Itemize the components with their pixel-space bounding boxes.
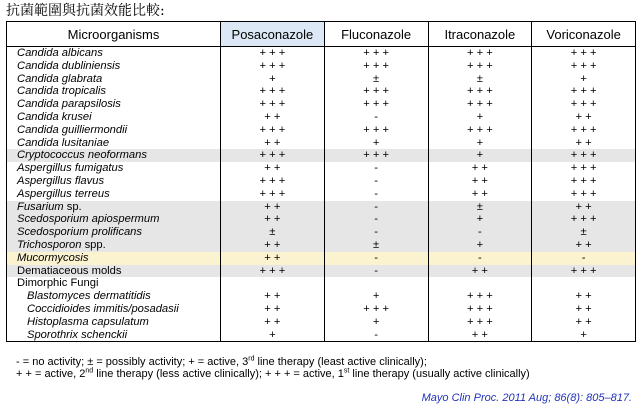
activity-cell: + xyxy=(428,111,532,124)
activity-cell: + + xyxy=(221,290,325,303)
legend xyxy=(16,356,530,380)
table-row xyxy=(7,316,636,329)
table-row xyxy=(7,162,636,175)
table-row xyxy=(7,60,636,73)
activity-cell: + + + xyxy=(532,98,636,111)
activity-cell: ± xyxy=(532,226,636,239)
activity-cell xyxy=(324,277,428,290)
activity-cell: + xyxy=(428,149,532,162)
activity-cell: - xyxy=(324,252,428,265)
activity-cell: - xyxy=(324,265,428,278)
organism-name: Candida albicans xyxy=(7,47,221,60)
page-title: 抗菌範圍與抗菌效能比較: xyxy=(6,3,165,19)
activity-cell: + xyxy=(532,329,636,342)
activity-cell: - xyxy=(324,188,428,201)
activity-cell: + + + xyxy=(324,303,428,316)
activity-cell: - xyxy=(324,175,428,188)
header-fluconazole: Fluconazole xyxy=(324,22,428,47)
activity-cell: - xyxy=(428,226,532,239)
activity-cell: + + xyxy=(221,252,325,265)
table-row xyxy=(7,175,636,188)
organism-name: Aspergillus flavus xyxy=(7,175,221,188)
activity-cell: + + + xyxy=(221,149,325,162)
organism-name: Dimorphic Fungi xyxy=(7,277,221,290)
activity-cell: + + xyxy=(532,137,636,150)
table-row xyxy=(7,85,636,98)
organism-name: Dematiaceous molds xyxy=(7,265,221,278)
activity-cell: + + xyxy=(428,265,532,278)
activity-cell: ± xyxy=(324,239,428,252)
activity-cell: + xyxy=(324,316,428,329)
activity-cell: + xyxy=(324,137,428,150)
activity-cell: - xyxy=(324,226,428,239)
activity-cell: + + + xyxy=(428,124,532,137)
activity-cell: - xyxy=(532,252,636,265)
table-row xyxy=(7,137,636,150)
activity-cell: + + + xyxy=(428,60,532,73)
antifungal-spectrum-table xyxy=(6,21,635,342)
activity-cell xyxy=(428,277,532,290)
activity-cell: + xyxy=(221,329,325,342)
activity-cell: + + xyxy=(221,303,325,316)
activity-cell: - xyxy=(324,213,428,226)
activity-cell: + + + xyxy=(324,60,428,73)
activity-cell: + + + xyxy=(324,85,428,98)
activity-cell: ± xyxy=(221,226,325,239)
activity-cell: + + + xyxy=(532,265,636,278)
activity-cell: + xyxy=(428,213,532,226)
activity-cell: + + xyxy=(532,201,636,214)
organism-name: Scedosporium prolificans xyxy=(7,226,221,239)
activity-cell: + + + xyxy=(221,98,325,111)
table-row xyxy=(7,277,636,290)
table-row xyxy=(7,226,636,239)
table-row xyxy=(7,239,636,252)
organism-name: Candida dubliniensis xyxy=(7,60,221,73)
organism-name: Histoplasma capsulatum xyxy=(7,316,221,329)
table-row xyxy=(7,329,636,342)
activity-cell: + + + xyxy=(532,85,636,98)
activity-cell: + + + xyxy=(428,303,532,316)
activity-cell: + + + xyxy=(532,149,636,162)
activity-cell: - xyxy=(324,329,428,342)
organism-name: Aspergillus terreus xyxy=(7,188,221,201)
activity-cell: ± xyxy=(428,201,532,214)
activity-cell: + xyxy=(221,73,325,86)
table-row xyxy=(7,265,636,278)
legend-line-1: - = no activity; ± = possibly activity; + = active, 3rd line therapy (least active clinically); xyxy=(16,355,427,368)
organism-name: Blastomyces dermatitidis xyxy=(7,290,221,303)
activity-cell: + + xyxy=(532,111,636,124)
activity-cell: + + + xyxy=(221,47,325,60)
table-row xyxy=(7,124,636,137)
table-row xyxy=(7,201,636,214)
activity-cell: + + xyxy=(221,201,325,214)
activity-cell: - xyxy=(324,162,428,175)
activity-cell: + + + xyxy=(324,149,428,162)
header-voriconazole: Voriconazole xyxy=(532,22,636,47)
activity-cell: + xyxy=(428,137,532,150)
activity-cell xyxy=(532,277,636,290)
activity-cell: + xyxy=(428,239,532,252)
activity-cell: + + xyxy=(428,162,532,175)
table-row xyxy=(7,290,636,303)
organism-name: Candida parapsilosis xyxy=(7,98,221,111)
activity-cell: + + xyxy=(532,316,636,329)
table-row xyxy=(7,73,636,86)
header-itraconazole: Itraconazole xyxy=(428,22,532,47)
activity-cell: + xyxy=(324,290,428,303)
organism-name: Candida tropicalis xyxy=(7,85,221,98)
activity-cell: + + xyxy=(221,316,325,329)
activity-cell xyxy=(221,277,325,290)
table-row xyxy=(7,252,636,265)
activity-cell: + + + xyxy=(428,85,532,98)
activity-cell: + + xyxy=(221,162,325,175)
table-row xyxy=(7,188,636,201)
activity-cell: + + xyxy=(428,329,532,342)
activity-cell: + + + xyxy=(221,60,325,73)
activity-cell: + + xyxy=(532,290,636,303)
organism-name: Cryptococcus neoformans xyxy=(7,149,221,162)
activity-cell: + + + xyxy=(428,316,532,329)
table-header-row xyxy=(7,22,636,47)
activity-cell: + + xyxy=(221,239,325,252)
activity-cell: + xyxy=(532,73,636,86)
header-posaconazole: Posaconazole xyxy=(221,22,325,47)
activity-cell: + + xyxy=(532,239,636,252)
table-row xyxy=(7,303,636,316)
activity-cell: + + + xyxy=(532,47,636,60)
activity-cell: + + + xyxy=(428,290,532,303)
activity-cell: + + + xyxy=(532,162,636,175)
activity-cell: - xyxy=(324,201,428,214)
header-microorganisms: Microorganisms xyxy=(7,22,221,47)
activity-cell: + + + xyxy=(532,188,636,201)
legend-line-2: + + = active, 2nd line therapy (less active clinically); + + + = active, 1st line therapy (usually active clinically) xyxy=(16,367,530,380)
activity-cell: + + + xyxy=(221,265,325,278)
activity-cell: + + + xyxy=(324,98,428,111)
table-row xyxy=(7,111,636,124)
activity-cell: + + + xyxy=(532,124,636,137)
activity-cell: + + xyxy=(221,213,325,226)
organism-name: Scedosporium apiospermum xyxy=(7,213,221,226)
organism-name: Trichosporon spp. xyxy=(7,239,221,252)
activity-cell: + + + xyxy=(221,188,325,201)
organism-name: Mucormycosis xyxy=(7,252,221,265)
activity-cell: + + + xyxy=(532,175,636,188)
activity-cell: - xyxy=(428,252,532,265)
activity-cell: + + + xyxy=(221,85,325,98)
activity-cell: + + + xyxy=(324,47,428,60)
activity-cell: + + xyxy=(428,188,532,201)
organism-name: Coccidioides immitis/posadasii xyxy=(7,303,221,316)
organism-name: Candida krusei xyxy=(7,111,221,124)
activity-cell: + + xyxy=(221,137,325,150)
organism-name: Fusarium sp. xyxy=(7,201,221,214)
activity-cell: + + + xyxy=(428,47,532,60)
activity-cell: + + + xyxy=(428,98,532,111)
organism-name: Sporothrix schenckii xyxy=(7,329,221,342)
activity-cell: ± xyxy=(428,73,532,86)
citation-link[interactable]: Mayo Clin Proc. 2011 Aug; 86(8): 805–817. xyxy=(421,392,632,404)
activity-cell: + + + xyxy=(532,213,636,226)
activity-cell: + + + xyxy=(221,124,325,137)
activity-cell: + + xyxy=(532,303,636,316)
table-row xyxy=(7,149,636,162)
organism-name: Candida lusitaniae xyxy=(7,137,221,150)
organism-name: Aspergillus fumigatus xyxy=(7,162,221,175)
organism-name: Candida guilliermondii xyxy=(7,124,221,137)
activity-cell: + + + xyxy=(221,175,325,188)
activity-cell: + + + xyxy=(324,124,428,137)
activity-cell: + + xyxy=(221,111,325,124)
activity-cell: + + + xyxy=(532,60,636,73)
activity-cell: ± xyxy=(324,73,428,86)
organism-name: Candida glabrata xyxy=(7,73,221,86)
activity-cell: + + xyxy=(428,175,532,188)
activity-cell: - xyxy=(324,111,428,124)
table-row xyxy=(7,98,636,111)
table-row xyxy=(7,213,636,226)
table-row xyxy=(7,47,636,60)
